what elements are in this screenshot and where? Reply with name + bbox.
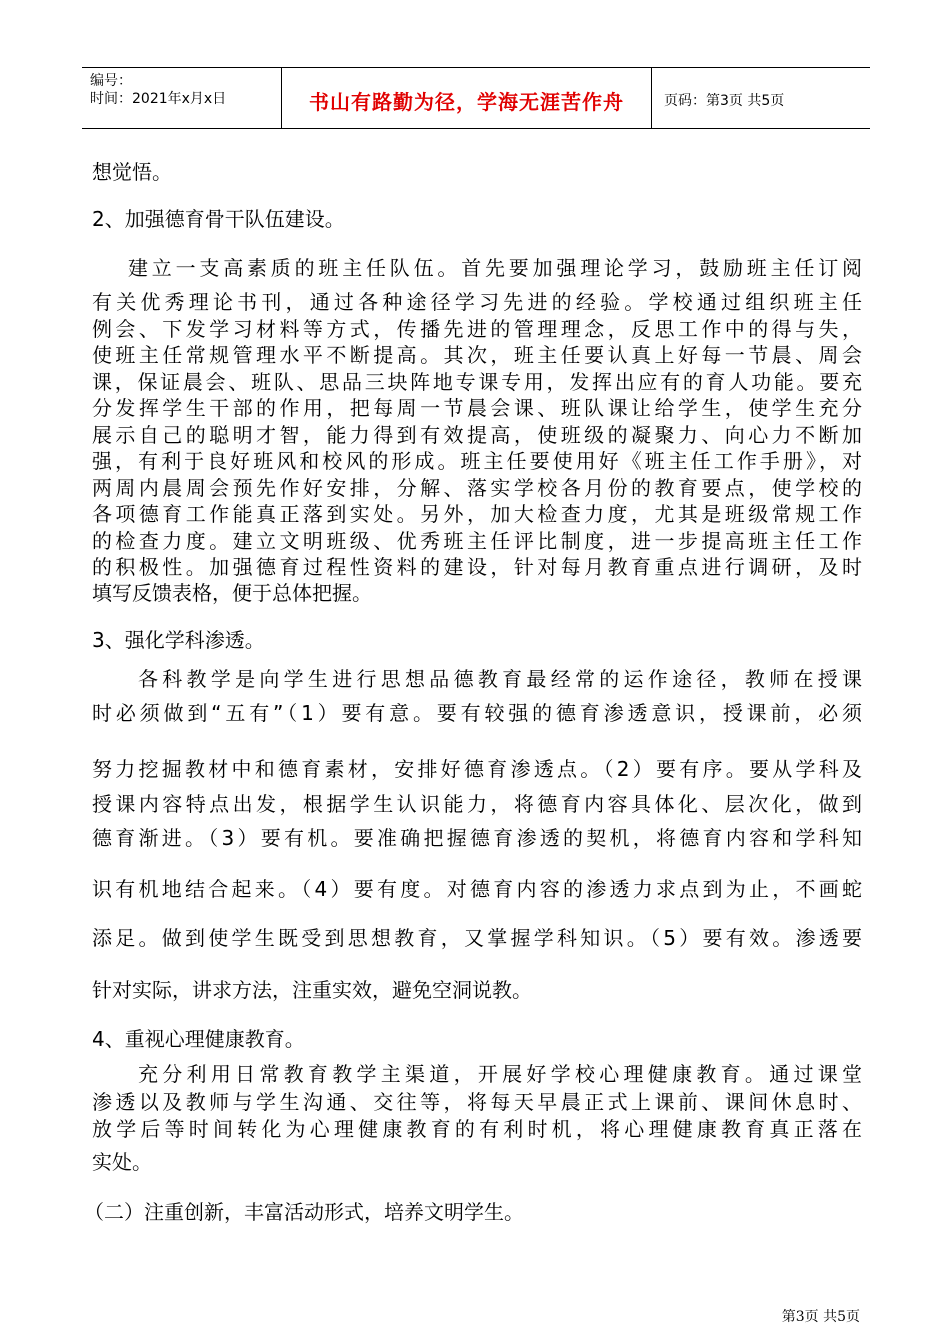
text-line: 使班主任常规管理水平不断提高。其次，班主任要认真上好每一节晨、周会 bbox=[92, 343, 862, 367]
text-line: 添足。做到使学生既受到思想教育，又掌握学科知识。（5）要有效。渗透要 bbox=[92, 926, 862, 950]
text-line: 针对实际，讲求方法，注重实效，避免空洞说教。 bbox=[92, 978, 532, 1002]
serial-number-label: 编号： bbox=[90, 73, 132, 89]
text-line: 德育渐进。（3）要有机。要准确把握德育渗透的契机，将德育内容和学科知 bbox=[92, 826, 862, 850]
text-line: 识有机地结合起来。（4）要有度。对德育内容的渗透力求点到为止，不画蛇 bbox=[92, 877, 862, 901]
text-line: 的检查力度。建立文明班级、优秀班主任评比制度，进一步提高班主任工作 bbox=[92, 529, 862, 553]
date-label: 时间：2021年x月x日 bbox=[90, 91, 227, 107]
text-line: 例会、下发学习材料等方式，传播先进的管理理念，反思工作中的得与失， bbox=[92, 317, 862, 341]
text-line: 各科教学是向学生进行思想品德教育最经常的运作途径，教师在授课 bbox=[138, 667, 862, 691]
text-line: 4、重视心理健康教育。 bbox=[92, 1027, 305, 1051]
text-line: 展示自己的聪明才智，能力得到有效提高，使班级的凝聚力、向心力不断加 bbox=[92, 423, 862, 447]
text-line: 有关优秀理论书刊，通过各种途径学习先进的经验。学校通过组织班主任 bbox=[92, 290, 862, 314]
text-line: 各项德育工作能真正落到实处。另外，加大检查力度，尤其是班级常规工作 bbox=[92, 502, 862, 526]
page-header bbox=[82, 67, 870, 129]
text-line: 授课内容特点出发，根据学生认识能力，将德育内容具体化、层次化，做到 bbox=[92, 792, 862, 816]
text-line: 课，保证晨会、班队、思品三块阵地专课专用，发挥出应有的育人功能。要充 bbox=[92, 370, 862, 394]
header-meta-cell bbox=[82, 68, 282, 128]
page-footer: 第3页 共5页 bbox=[781, 1309, 860, 1325]
text-line: 渗透以及教师与学生沟通、交往等，将每天早晨正式上课前、课间休息时、 bbox=[92, 1090, 862, 1114]
text-line: 时必须做到“五有”（1）要有意。要有较强的德育渗透意识，授课前，必须 bbox=[92, 701, 862, 725]
text-line: 强，有利于良好班风和校风的形成。班主任要使用好《班主任工作手册》，对 bbox=[92, 449, 862, 473]
header-page-info: 页码：第3页 共5页 bbox=[664, 93, 785, 109]
header-motto: 书山有路勤为径，学海无涯苦作舟 bbox=[282, 68, 652, 128]
text-line: （二）注重创新，丰富活动形式，培养文明学生。 bbox=[84, 1200, 524, 1224]
text-line: 努力挖掘教材中和德育素材，安排好德育渗透点。（2）要有序。要从学科及 bbox=[92, 757, 862, 781]
text-line: 3、强化学科渗透。 bbox=[92, 628, 265, 652]
text-line: 两周内晨周会预先作好安排，分解、落实学校各月份的教育要点，使学校的 bbox=[92, 476, 862, 500]
text-line: 放学后等时间转化为心理健康教育的有利时机，将心理健康教育真正落在 bbox=[92, 1117, 862, 1141]
text-line: 充分利用日常教育教学主渠道，开展好学校心理健康教育。通过课堂 bbox=[138, 1062, 862, 1086]
text-line: 2、加强德育骨干队伍建设。 bbox=[92, 207, 345, 231]
text-line: 的积极性。加强德育过程性资料的建设，针对每月教育重点进行调研，及时 bbox=[92, 555, 862, 579]
text-line: 填写反馈表格，便于总体把握。 bbox=[92, 581, 372, 605]
text-line: 想觉悟。 bbox=[92, 160, 172, 184]
text-line: 建立一支高素质的班主任队伍。首先要加强理论学习，鼓励班主任订阅 bbox=[128, 256, 862, 280]
text-line: 分发挥学生干部的作用，把每周一节晨会课、班队课让给学生，使学生充分 bbox=[92, 396, 862, 420]
text-line: 实处。 bbox=[92, 1150, 152, 1174]
